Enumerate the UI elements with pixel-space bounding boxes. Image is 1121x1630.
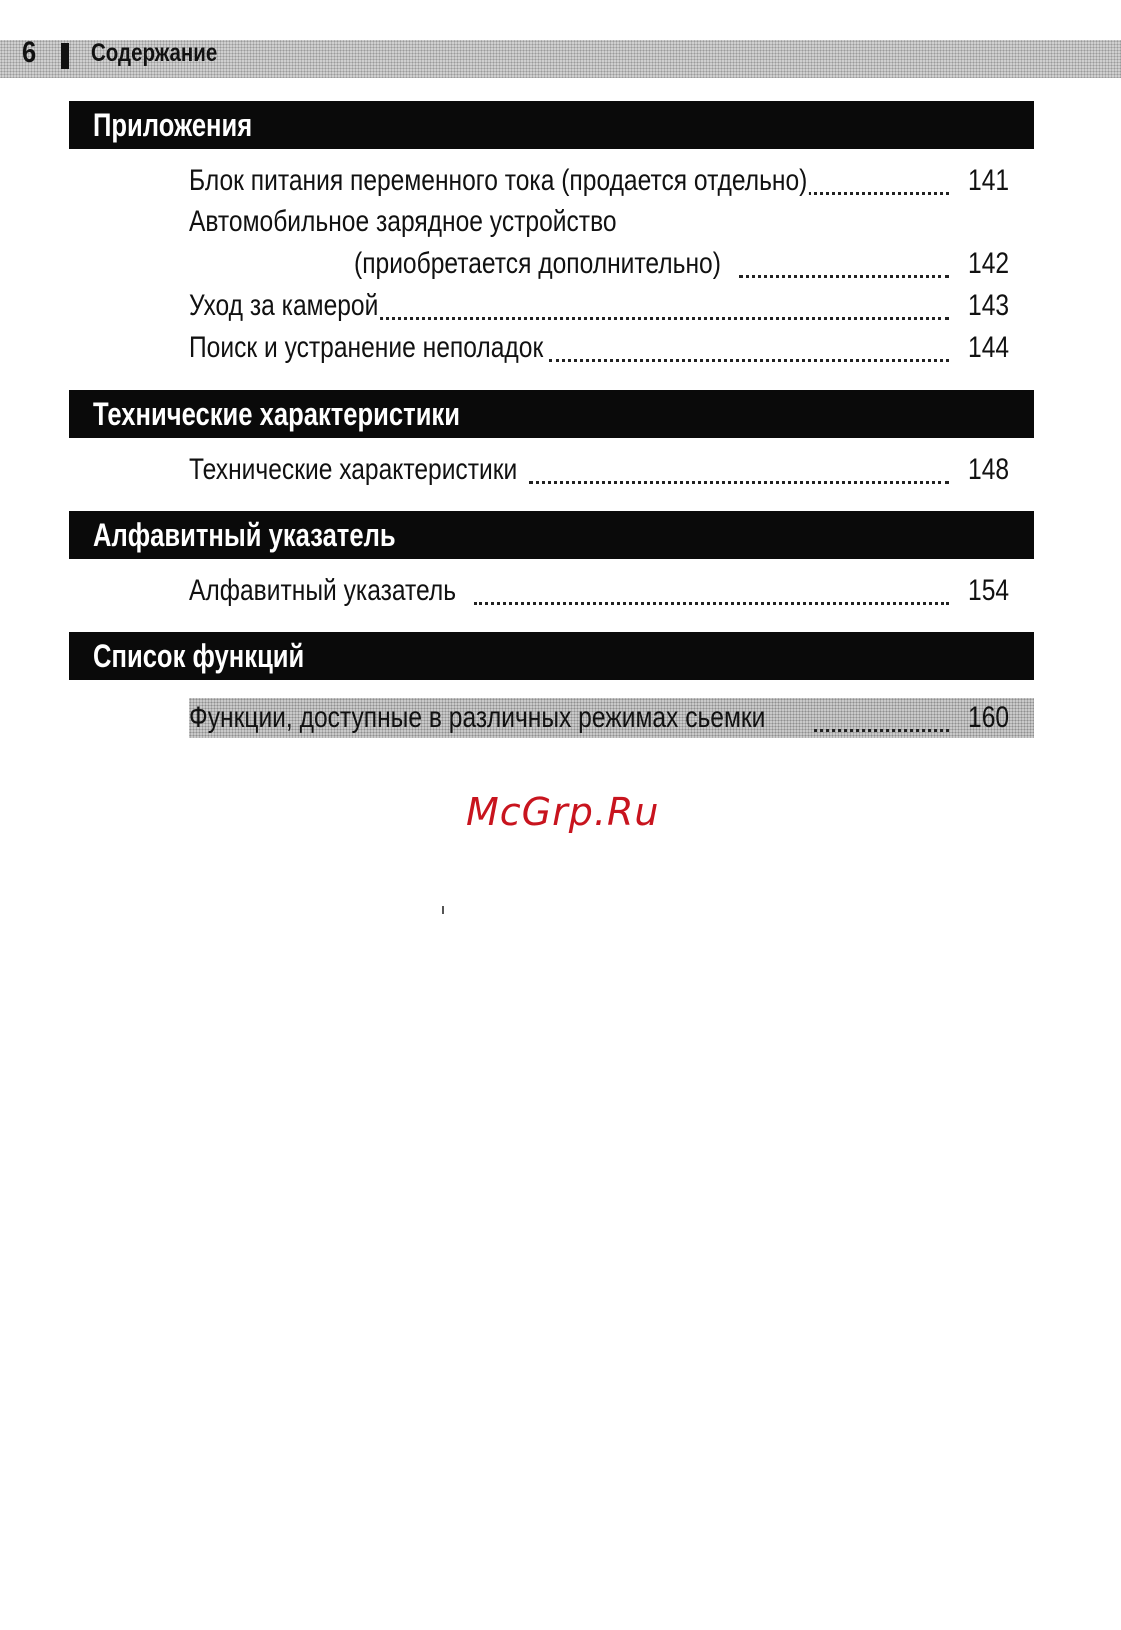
toc-entry-page: 160 (967, 701, 1009, 734)
toc-entry-ac-adapter[interactable] (189, 161, 1009, 201)
toc-entry-index[interactable] (189, 571, 1009, 611)
running-title: Содержание (91, 39, 218, 67)
section-title: Алфавитный указатель (93, 517, 396, 553)
toc-entry-text: Функции, доступные в различных режимах сьемки (189, 701, 766, 734)
watermark: McGrp.Ru (466, 790, 660, 834)
toc-entry-page: 144 (967, 331, 1009, 364)
toc-entry-car-charger-cont[interactable] (189, 244, 1009, 284)
toc-entry-page: 142 (967, 247, 1009, 280)
toc-entry-functions-by-mode[interactable] (189, 698, 1009, 738)
page-number: 6 (22, 36, 36, 69)
dot-leader (549, 355, 949, 362)
toc-entry-page: 143 (967, 289, 1009, 322)
dot-leader (789, 188, 949, 195)
dot-leader (379, 313, 949, 320)
toc-entry-troubleshooting[interactable] (189, 328, 1009, 368)
toc-entry-camera-care[interactable] (189, 286, 1009, 326)
header-separator-bar (61, 43, 69, 69)
section-header-appendix (69, 101, 1034, 149)
toc-entry-page: 154 (967, 574, 1009, 607)
dot-leader (474, 598, 949, 605)
dot-leader (739, 271, 949, 278)
section-header-index (69, 511, 1034, 559)
toc-entry-text: Технические характеристики (189, 450, 519, 490)
dot-leader (529, 477, 949, 484)
scan-speck (442, 906, 444, 914)
toc-entry-page: 148 (967, 453, 1009, 486)
section-header-specifications (69, 390, 1034, 438)
section-title: Технические характеристики (93, 396, 460, 432)
toc-entry-page: 141 (967, 164, 1009, 197)
toc-entry-car-charger[interactable] (189, 202, 1009, 242)
section-title: Список функций (93, 638, 305, 674)
dot-leader (814, 725, 949, 732)
toc-entry-text: Поиск и устранение неполадок (189, 328, 545, 368)
toc-entry-text: Алфавитный указатель (189, 571, 458, 611)
toc-entry-text: Уход за камерой (189, 286, 380, 326)
toc-entry-text: Блок питания переменного тока (продается отдельно) (189, 161, 809, 201)
toc-entry-specifications[interactable] (189, 450, 1009, 490)
section-title: Приложения (93, 107, 253, 143)
section-header-function-list (69, 632, 1034, 680)
toc-entry-text: (приобретается дополнительно) (354, 244, 723, 284)
toc-entry-text: Автомобильное зарядное устройство (189, 202, 618, 242)
